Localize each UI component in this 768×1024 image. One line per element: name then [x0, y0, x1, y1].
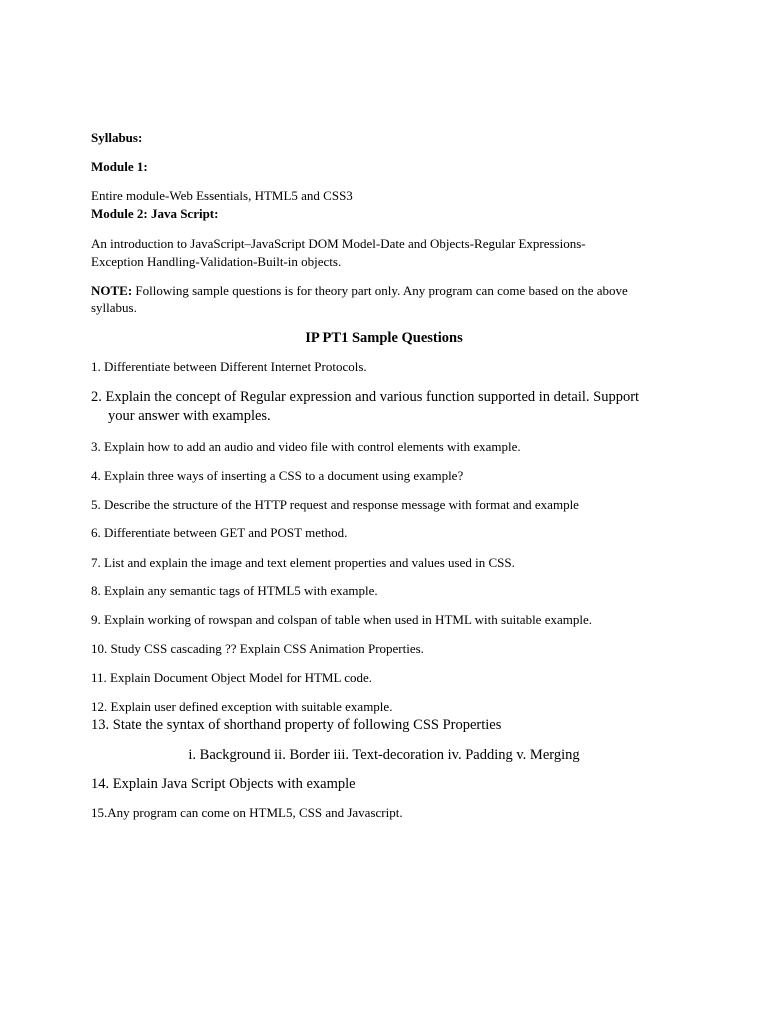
question-1: 1. Differentiate between Different Internet Protocols.: [91, 359, 367, 374]
question-10: 10. Study CSS cascading ?? Explain CSS Animation Properties.: [91, 641, 424, 656]
question-8: 8. Explain any semantic tags of HTML5 with example.: [91, 583, 378, 598]
module1-heading: Module 1:: [91, 159, 148, 174]
question-5: 5. Describe the structure of the HTTP request and response message with format and example: [91, 497, 579, 512]
module2-content-line1: An introduction to JavaScript–JavaScript DOM Model-Date and Objects-Regular Expressions-: [91, 236, 586, 251]
question-14: 14. Explain Java Script Objects with example: [91, 776, 356, 792]
question-6: 6. Differentiate between GET and POST method.: [91, 525, 348, 540]
syllabus-heading: Syllabus:: [91, 130, 143, 145]
question-4: 4. Explain three ways of inserting a CSS to a document using example?: [91, 468, 464, 483]
question-13: 13. State the syntax of shorthand property of following CSS Properties: [91, 717, 502, 733]
question-3: 3. Explain how to add an audio and video file with control elements with example.: [91, 439, 521, 454]
note-text: Following sample questions is for theory part only. Any program can come based on the above: [132, 283, 628, 298]
note-label: NOTE:: [91, 283, 133, 298]
question-11: 11. Explain Document Object Model for HTML code.: [91, 670, 372, 685]
note-line1: [91, 282, 681, 299]
question-2-line1: 2. Explain the concept of Regular expression and various function supported in detail. Support: [91, 389, 640, 405]
question-7: 7. List and explain the image and text element properties and values used in CSS.: [91, 555, 515, 570]
page-title: IP PT1 Sample Questions: [305, 330, 463, 346]
question-15: 15.Any program can come on HTML5, CSS and Javascript.: [91, 805, 403, 820]
module2-content-line2: Exception Handling-Validation-Built-in objects.: [91, 254, 342, 269]
module1-content: Entire module-Web Essentials, HTML5 and CSS3: [91, 188, 353, 203]
question-9: 9. Explain working of rowspan and colspan of table when used in HTML with suitable example.: [91, 612, 592, 627]
module2-heading: Module 2: Java Script:: [91, 206, 219, 221]
note-line2: syllabus.: [91, 300, 137, 315]
question-2-line2: your answer with examples.: [108, 408, 271, 424]
question-12: 12. Explain user defined exception with suitable example.: [91, 699, 393, 714]
question-13-items: i. Background ii. Border iii. Text-decoration iv. Padding v. Merging: [188, 747, 580, 763]
